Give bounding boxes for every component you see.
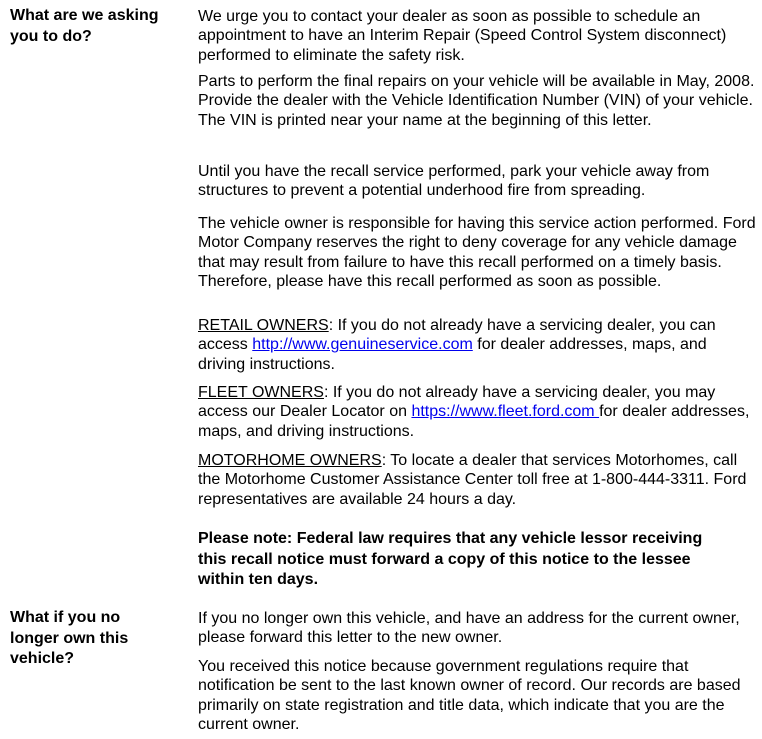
paragraph-motorhome-owners	[198, 451, 758, 509]
heading-line: What are we asking	[10, 7, 159, 24]
federal-law-note	[198, 529, 758, 591]
paragraph-text: Parts to perform the final repairs on your vehicle will be available in May, 2008. Provide the dealer with the Vehicle Identification Number (VIN) of your vehicle. The VIN is printed near your name at the beginning of this letter.	[198, 73, 755, 129]
paragraph-forward-letter	[198, 609, 758, 648]
fleet-owners-label: FLEET OWNERS	[198, 384, 324, 401]
note-line: this recall notice must forward a copy of this notice to the lessee	[198, 550, 691, 568]
retail-owners-text: : If you do not already have a servicing dealer, you can access	[198, 317, 716, 354]
heading-line: you to do?	[10, 27, 92, 45]
fleet-owners-text-after: for dealer addresses, maps, and driving instructions.	[198, 403, 750, 440]
paragraph-park-away	[198, 162, 758, 201]
paragraph-text: If you no longer own this vehicle, and have an address for the current owner, please forward this letter to the new owner.	[198, 610, 740, 647]
retail-owners-label: RETAIL OWNERS	[198, 317, 329, 334]
fleet-ford-link[interactable]: https://www.fleet.ford.com	[411, 403, 600, 421]
paragraph-owner-responsibility	[198, 214, 758, 291]
paragraph-notice-reason	[198, 657, 758, 734]
motorhome-owners-text: : To locate a dealer that services Motorhomes, call the Motorhome Customer Assistance Center toll free at 1-800-444-3311. Ford representatives are available 24 hours a day.	[198, 452, 747, 508]
heading-line: What if you no	[10, 609, 121, 626]
note-line: within ten days.	[198, 571, 319, 588]
paragraph-retail-owners	[198, 316, 758, 374]
paragraph-schedule-appointment	[198, 7, 758, 65]
paragraph-text: The vehicle owner is responsible for having this service action performed. Ford Motor Company reserves the right to deny coverage for any vehicle damage that may result from failure to have this recall performed on a timely basis. Therefore, please have this recall performed as soon as possible.	[198, 215, 756, 290]
section-heading-no-longer-own	[10, 608, 180, 670]
paragraph-fleet-owners	[198, 383, 758, 441]
paragraph-text: Until you have the recall service performed, park your vehicle away from structures to prevent a potential underhood fire from spreading.	[198, 163, 710, 200]
fleet-owners-text: : If you do not already have a servicing dealer, you may access our Dealer Locator on	[198, 384, 716, 421]
motorhome-owners-label: MOTORHOME OWNERS	[198, 452, 382, 469]
genuineservice-link[interactable]: http://www.genuineservice.com	[252, 336, 473, 354]
heading-line: longer own this	[10, 629, 129, 647]
paragraph-text: We urge you to contact your dealer as soon as possible to schedule an appointment to have an Interim Repair (Speed Control System disconnect) performed to eliminate the safety risk.	[198, 8, 727, 64]
heading-line: vehicle?	[10, 650, 75, 667]
paragraph-text: You received this notice because government regulations require that notification be sent to the last known owner of record. Our records are based primarily on state registration and title data, which indicate that you are the current owner.	[198, 658, 741, 733]
retail-owners-text-after: for dealer addresses, maps, and driving instructions.	[198, 336, 707, 373]
section-heading-what-to-do	[10, 6, 180, 47]
note-line: Please note: Federal law requires that any vehicle lessor receiving	[198, 530, 703, 547]
paragraph-parts-availability	[198, 72, 758, 130]
